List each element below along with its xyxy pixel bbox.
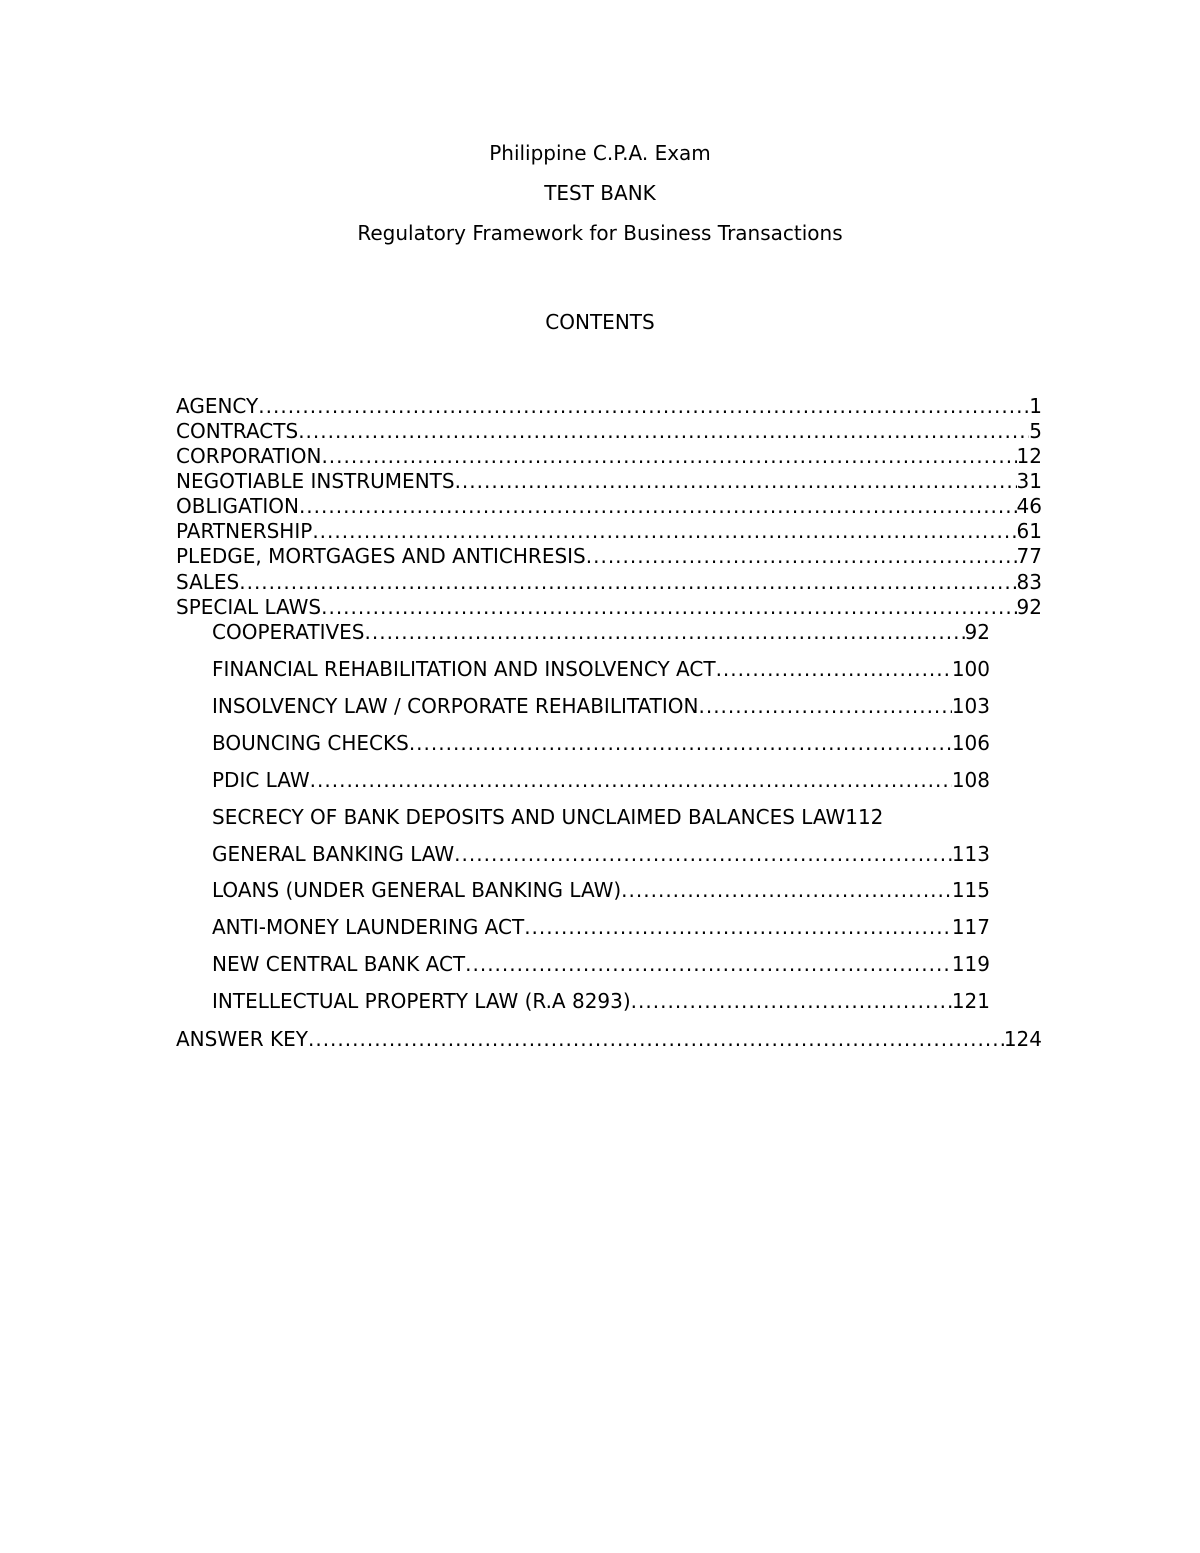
toc-entry-label: LOANS (UNDER GENERAL BANKING LAW) [212, 878, 622, 902]
dot-leader [321, 444, 1016, 468]
toc-entry-negotiable-instruments[interactable] [176, 469, 1042, 493]
toc-subentry-bouncing-checks[interactable] [212, 731, 990, 755]
toc-entry-label: ANSWER KEY [176, 1027, 308, 1051]
toc-entry-answer-key[interactable] [176, 1027, 1042, 1051]
dot-leader [409, 731, 952, 755]
toc-entry-partnership[interactable] [176, 519, 1042, 543]
toc-page-number: 12 [1016, 444, 1042, 468]
dot-leader [621, 878, 952, 902]
toc-page-number: 61 [1016, 519, 1042, 543]
toc-entry-label: OBLIGATION [176, 494, 299, 518]
toc-entry-label: COOPERATIVES [212, 620, 365, 644]
toc-entry-label: PDIC LAW [212, 768, 310, 792]
toc-page-number: 1 [1029, 394, 1042, 418]
toc-page-number: 115 [951, 878, 990, 902]
toc-entry-label: SECRECY OF BANK DEPOSITS AND UNCLAIMED BALANCES LAW [212, 805, 846, 829]
dot-leader [455, 469, 1017, 493]
toc-subentry-fria[interactable] [212, 657, 990, 681]
exam-title: Philippine C.P.A. Exam [489, 141, 711, 165]
toc-entry-label: CONTRACTS [176, 419, 299, 443]
toc-subentry-new-central-bank-act[interactable] [212, 952, 990, 976]
dot-leader [310, 768, 952, 792]
toc-entry-label: GENERAL BANKING LAW [212, 842, 455, 866]
toc-subentry-bank-secrecy[interactable] [212, 805, 883, 829]
dot-leader [321, 595, 1016, 619]
toc-page-number: 92 [964, 620, 990, 644]
dot-leader [465, 952, 952, 976]
toc-entry-label: INTELLECTUAL PROPERTY LAW (R.A 8293) [212, 989, 631, 1013]
toc-entry-label: ANTI-MONEY LAUNDERING ACT [212, 915, 525, 939]
subject-title: Regulatory Framework for Business Transactions [357, 221, 843, 245]
toc-entry-label: BOUNCING CHECKS [212, 731, 409, 755]
dot-leader [365, 620, 965, 644]
dot-leader [299, 494, 1017, 518]
toc-entry-label: SALES [176, 570, 240, 594]
toc-entry-agency[interactable] [176, 394, 1042, 418]
toc-entry-label: SPECIAL LAWS [176, 595, 322, 619]
toc-page-number: 77 [1016, 544, 1042, 568]
toc-entry-sales[interactable] [176, 570, 1042, 594]
toc-page-number: 46 [1016, 494, 1042, 518]
toc-entry-label: FINANCIAL REHABILITATION AND INSOLVENCY ACT [212, 657, 716, 681]
toc-subentry-general-banking-law[interactable] [212, 842, 990, 866]
dot-leader [716, 657, 952, 681]
toc-page-number: 119 [951, 952, 990, 976]
dot-leader [312, 519, 1016, 543]
toc-entry-label: AGENCY [176, 394, 259, 418]
toc-subentry-cooperatives[interactable] [212, 620, 990, 644]
toc-entry-special-laws[interactable] [176, 595, 1042, 619]
dot-leader [454, 842, 952, 866]
test-bank-title: TEST BANK [544, 181, 656, 205]
toc-entry-corporation[interactable] [176, 444, 1042, 468]
toc-page-number: 31 [1016, 469, 1042, 493]
dot-leader [524, 915, 952, 939]
toc-entry-pledge-mortgages[interactable] [176, 544, 1042, 568]
toc-subentry-intellectual-property-law[interactable] [212, 989, 990, 1013]
dot-leader [631, 989, 952, 1013]
dot-leader [698, 694, 951, 718]
toc-page-number: 121 [951, 989, 990, 1013]
dot-leader [308, 1027, 1004, 1051]
toc-page-number: 117 [951, 915, 990, 939]
toc-page-number: 113 [951, 842, 990, 866]
toc-entry-label: NEW CENTRAL BANK ACT [212, 952, 466, 976]
dot-leader [258, 394, 1029, 418]
toc-entry-label: PARTNERSHIP [176, 519, 313, 543]
toc-entry-label: PLEDGE, MORTGAGES AND ANTICHRESIS [176, 544, 586, 568]
contents-heading: CONTENTS [545, 310, 655, 334]
toc-page-number: 106 [951, 731, 990, 755]
toc-subentry-pdic-law[interactable] [212, 768, 990, 792]
dot-leader [586, 544, 1017, 568]
toc-entry-label: INSOLVENCY LAW / CORPORATE REHABILITATION [212, 694, 699, 718]
toc-subentry-insolvency-law[interactable] [212, 694, 990, 718]
toc-page-number: 124 [1003, 1027, 1042, 1051]
toc-page-number: 92 [1016, 595, 1042, 619]
toc-entry-label: NEGOTIABLE INSTRUMENTS [176, 469, 455, 493]
toc-page-number: 100 [951, 657, 990, 681]
toc-page-number: 83 [1016, 570, 1042, 594]
toc-subentry-amla[interactable] [212, 915, 990, 939]
dot-leader [239, 570, 1016, 594]
toc-page-number: 112 [845, 805, 884, 829]
toc-page-number: 5 [1029, 419, 1042, 443]
toc-page-number: 108 [951, 768, 990, 792]
toc-entry-label: CORPORATION [176, 444, 322, 468]
toc-entry-contracts[interactable] [176, 419, 1042, 443]
toc-subentry-loans[interactable] [212, 878, 990, 902]
dot-leader [298, 419, 1029, 443]
toc-entry-obligation[interactable] [176, 494, 1042, 518]
toc-page-number: 103 [951, 694, 990, 718]
